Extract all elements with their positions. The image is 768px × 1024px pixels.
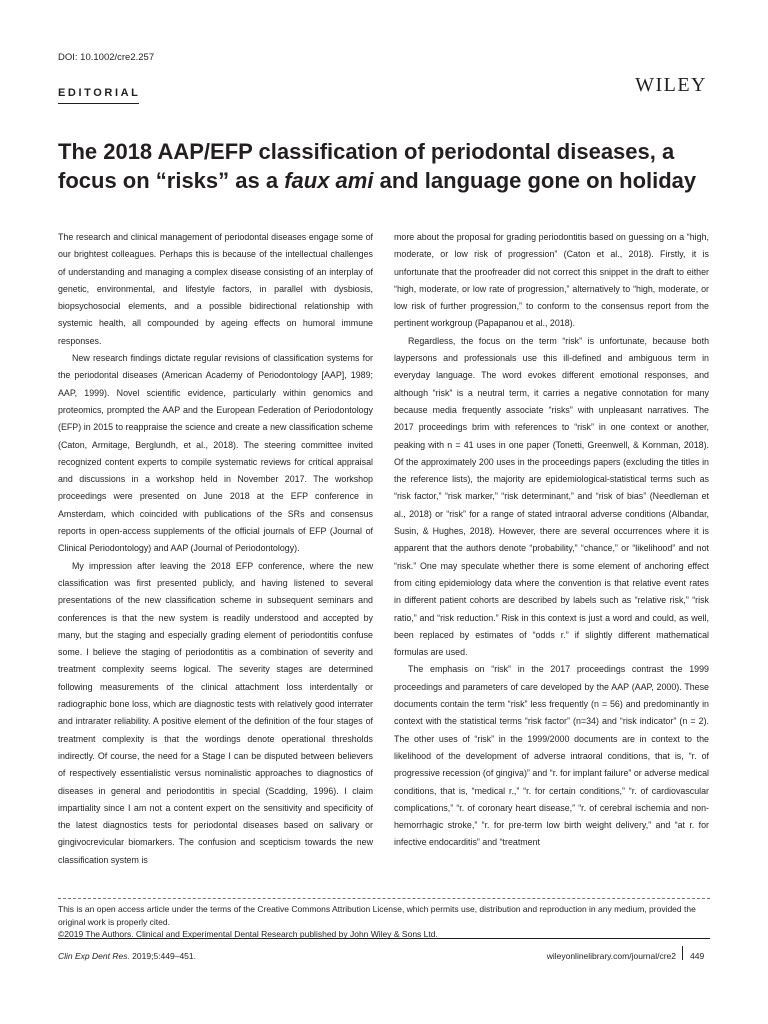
title-italic-phrase: faux ami <box>284 168 374 193</box>
page-number: 449 <box>690 951 705 961</box>
title-part-2: and language gone on holiday <box>373 168 697 193</box>
paragraph: The research and clinical management of periodontal diseases engage some of our brightest colleagues. Perhaps this is because of the intellectual challenges of understanding and managing a complex disease consisting of an interplay of genetic, environmental, and lifestyle factors, in parallel with dysbiosis, biopsychosocial elements, and a possible bidirectional relationship with systemic health, all compounded by ageing effects on humoral immune responses. <box>58 232 373 346</box>
journal-citation <box>58 951 196 961</box>
journal-website-link[interactable]: wileyonlinelibrary.com/journal/cre2 <box>546 951 676 961</box>
copyright-text: ©2019 The Authors. Clinical and Experimental Dental Research published by John Wiley & Sons Ltd. <box>58 929 438 939</box>
license-notice <box>58 903 710 941</box>
publisher-logo: WILEY <box>635 74 707 96</box>
title-part-1: The 2018 AAP/EFP classification of periodontal diseases, a focus on “risks” as a <box>58 139 675 193</box>
section-label: EDITORIAL <box>58 87 141 99</box>
footnote-separator <box>58 898 710 899</box>
paragraph: Regardless, the focus on the term “risk” is unfortunate, because both laypersons and professionals use this ill-defined and ambiguous term in everyday language. The word evokes different emotional responses, and although “risk” is a neutral term, it carries a negative connotation for many because media frequently associate “risks” with unpleasant narratives. The 2017 proceedings brim with references to “risk” in one context or another, peaking with n = 41 uses in one paper (Tonetti, Greenwell, & Kornman, 2018). Of the approximately 200 uses in the proceedings papers (excluding the titles in the reference lists), the majority are epidemiological-statistical terms such as “risk factor,” “risk marker,” “risk determinant,” and “risk of bias” (Needleman et al., 2018) or “risk” for a range of stated intraoral adverse conditions (Albandar, Susin, & Hughes, 2018). However, there are several occurrences where it is apparent that the authors denote “probability,” “chance,” or “likelihood” and not “risk.” One may speculate whether there is some element of anchoring effect from citing epidemiology data where the convention is that relative event rates in different patient cohorts are described by labels such as “relative risk,” “risk ratio,” and “risk reduction.” Risk in this context is just a word and could, as well, been replaced by estimates of “odds r.” if slightly different mathematical formulas are used. <box>394 335 709 658</box>
footer-rule <box>58 938 710 939</box>
doi-label: DOI: 10.1002/cre2.257 <box>58 52 155 63</box>
license-text: This is an open access article under the terms of the Creative Commons Attribution License, which permits use, distribution and reproduction in any medium, provided the original work is properly cited. <box>58 904 696 927</box>
body-column-right <box>394 229 709 852</box>
paragraph: more about the proposal for grading periodontitis based on guessing on a “high, moderate, or low risk of progression” (Caton et al., 2018). Firstly, it is unfortunate that the proofreader did not correct this snippet in the draft to either “high, moderate, or low rate of progression,” alternatively to “high, moderate, or low risk of further progression,” to conform to the consensus report from the pertinent workgroup (Papapanou et al., 2018). <box>394 232 709 329</box>
article-title <box>58 137 718 195</box>
journal-volume: 2019;5:449–451. <box>129 951 196 961</box>
section-underline <box>58 103 139 104</box>
journal-abbrev: Clin Exp Dent Res. <box>58 951 130 961</box>
paragraph: My impression after leaving the 2018 EFP conference, where the new classification was first presented publicly, and having listened to several presentations of the new classification scheme in subsequent seminars and conferences is that the new system is readily understood and accepted by many, but the staging and especially grading element of periodontitis confuse some. I believe the staging of periodontitis as a combination of severity and treatment complexity seems logical. The severity stages are determined following measurements of the clinical attachment loss interdentally or radiographic bone loss, which are diagnostic tests with relatively good interrater and intrarater reliability. A positive element of the definition of the four stages of treatment complexity is that the wordings denote operational thresholds indirectly. Of course, the need for a Stage I can be disputed between believers of respectively essentialistic versus nominalistic approaches to diagnostics of diseases in general and periodontitis in special (Scadding, 1996). I claim impartiality since I am not a content expert on the sensitivity and specificity of the latest diagnostics tests for periodontal diseases based on salivary or gingivocrevicular biomarkers. The confusion and scepticism towards the new classification system is <box>58 560 373 865</box>
paragraph: New research findings dictate regular revisions of classification systems for the periodontal diseases (American Academy of Periodontology [AAP], 1989; AAP, 1999). Novel scientific evidence, particularly within genomics and proteomics, prompted the AAP and the European Federation of Periodontology (EFP) in 2015 to reappraise the science and create a new classification scheme (Caton, Armitage, Berglundh, et al., 2018). The steering committee invited recognized content experts to compile systematic reviews for critical appraisal and discussions in a workshop held in November 2017. The workshop proceedings were presented on June 2018 at the EFP conference in Amsterdam, which coincided with publications of the SRs and consensus reports in open-access supplements of the official journals of EFP (Journal of Clinical Periodontology) and AAP (Journal of Periodontology). <box>58 353 373 554</box>
page-number-separator <box>682 946 683 960</box>
body-column-left <box>58 229 373 869</box>
paragraph: The emphasis on “risk” in the 2017 proceedings contrast the 1999 proceedings and parameters of care developed by the AAP (AAP, 2000). These documents contain the term “risk” less frequently (n = 56) and predominantly in context with the statistical terms “risk factor” (n=34) and “risk indicator” (n = 2). The other uses of “risk” in the 1999/2000 documents are in context to the likelihood of the development of adverse intraoral conditions, that is, “r. of progressive recession (of gingiva)” and “r. for implant failure” or adverse medical conditions, that is, “medical r.,” “r. for certain conditions,” “r. of cardiovascular complications,” “r. of coronary heart disease,” “r. of cerebral ischemia and non-hemorrhagic stroke,” “r. for pre-term low birth weight delivery,” and “at r. for infective endocarditis” and “treatment <box>394 664 709 848</box>
